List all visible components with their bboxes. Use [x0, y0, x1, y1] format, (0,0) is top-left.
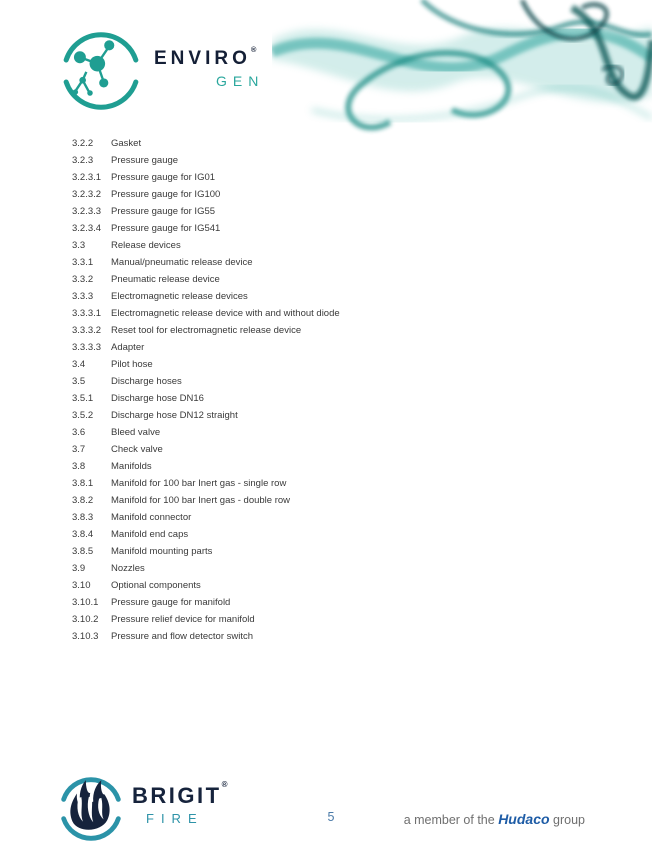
toc-entry-label: Check valve — [111, 444, 163, 455]
page-number: 5 — [327, 810, 335, 824]
toc-entry[interactable] — [72, 189, 592, 206]
hudaco-brand: Hudaco — [498, 811, 550, 827]
toc-entry[interactable] — [72, 495, 592, 512]
brand-name-text: ENVIRO — [154, 48, 251, 69]
toc-entry[interactable] — [72, 580, 592, 597]
toc-entry[interactable] — [72, 546, 592, 563]
toc-entry[interactable] — [72, 376, 592, 393]
toc-entry[interactable] — [72, 597, 592, 614]
toc-entry-label: Manifold for 100 bar Inert gas - single row — [111, 478, 287, 489]
toc-entry[interactable] — [72, 444, 592, 461]
toc-entry-number: 3.7 — [72, 444, 86, 455]
toc-entry-number: 3.9 — [72, 563, 86, 574]
toc-entry-label: Pressure gauge for manifold — [111, 597, 231, 608]
footer-brand-subname: FIRE — [146, 811, 204, 826]
toc-entry[interactable] — [72, 172, 592, 189]
toc-entry[interactable] — [72, 563, 592, 580]
toc-entry[interactable] — [72, 359, 592, 376]
flame-icon — [54, 775, 128, 843]
toc-entry-label: Pressure gauge for IG01 — [111, 172, 216, 183]
toc-entry-number: 3.2.3.2 — [72, 189, 102, 200]
toc-entry[interactable] — [72, 614, 592, 631]
toc-entry-number: 3.2.2 — [72, 138, 94, 149]
molecule-icon — [54, 27, 148, 115]
toc-entry-label: Manifold end caps — [111, 529, 189, 540]
smoke-decoration-icon — [272, 0, 652, 145]
brand-subname: GEN — [216, 73, 265, 89]
toc-entry-label: Nozzles — [111, 563, 145, 574]
toc-entry-number: 3.5.2 — [72, 410, 94, 421]
toc-entry-number: 3.5.1 — [72, 393, 94, 404]
brigit-fire-logo — [54, 775, 227, 843]
toc-entry-label: Discharge hoses — [111, 376, 182, 387]
toc-entry[interactable] — [72, 410, 592, 427]
toc-entry-label: Manual/pneumatic release device — [111, 257, 253, 268]
toc-entry-number: 3.3.3 — [72, 291, 94, 302]
toc-entry-number: 3.8.1 — [72, 478, 94, 489]
toc-entry[interactable] — [72, 325, 592, 342]
toc-entry-label: Pneumatic release device — [111, 274, 220, 285]
toc-entry-number: 3.3.3.2 — [72, 325, 102, 336]
toc-entry-number: 3.8.5 — [72, 546, 94, 557]
toc-entry-label: Manifold for 100 bar Inert gas - double row — [111, 495, 291, 506]
footer-registered-mark: ® — [221, 780, 228, 789]
toc-entry[interactable] — [72, 155, 592, 172]
toc-list — [72, 138, 592, 648]
toc-entry-label: Electromagnetic release devices — [111, 291, 248, 302]
toc-entry-number: 3.8.3 — [72, 512, 94, 523]
toc-entry-number: 3.5 — [72, 376, 86, 387]
brand-name — [154, 45, 264, 69]
toc-entry-number: 3.3.2 — [72, 274, 94, 285]
toc-entry-number: 3.8.2 — [72, 495, 94, 506]
toc-entry[interactable] — [72, 240, 592, 257]
footer-brand-name — [132, 780, 228, 808]
toc-entry[interactable] — [72, 342, 592, 359]
toc-entry-label: Pilot hose — [111, 359, 153, 370]
toc-entry-label: Pressure and flow detector switch — [111, 631, 254, 642]
toc-entry-number: 3.6 — [72, 427, 86, 438]
registered-mark: ® — [250, 45, 257, 54]
membership-prefix: a member of the — [403, 813, 495, 827]
toc-entry[interactable] — [72, 291, 592, 308]
toc-entry-label: Electromagnetic release device with and without diode — [111, 308, 340, 319]
toc-entry-label: Pressure relief device for manifold — [111, 614, 255, 625]
toc-entry-label: Manifold connector — [111, 512, 192, 523]
toc-entry[interactable] — [72, 529, 592, 546]
toc-entry-number: 3.10.1 — [72, 597, 99, 608]
toc-entry-label: Adapter — [111, 342, 145, 353]
toc-entry[interactable] — [72, 308, 592, 325]
envirogen-logo — [54, 27, 264, 115]
toc-entry-number: 3.2.3.1 — [72, 172, 102, 183]
toc-entry[interactable] — [72, 427, 592, 444]
toc-entry-number: 3.8.4 — [72, 529, 94, 540]
toc-entry-label: Gasket — [111, 138, 142, 149]
toc-entry-number: 3.4 — [72, 359, 86, 370]
toc-entry[interactable] — [72, 512, 592, 529]
toc-entry-label: Optional components — [111, 580, 201, 591]
toc-entry[interactable] — [72, 223, 592, 240]
toc-entry-number: 3.10.2 — [72, 614, 99, 625]
membership-line — [404, 811, 585, 827]
toc-entry[interactable] — [72, 257, 592, 274]
toc-entry-number: 3.3.3.3 — [72, 342, 102, 353]
toc-entry-number: 3.10.3 — [72, 631, 99, 642]
toc-entry-label: Pressure gauge for IG100 — [111, 189, 221, 200]
footer-brand-name-text: BRIGIT — [132, 783, 222, 808]
toc-entry-label: Bleed valve — [111, 427, 161, 438]
toc-entry-number: 3.2.3.3 — [72, 206, 102, 217]
toc-entry-label: Pressure gauge for IG55 — [111, 206, 216, 217]
toc-entry[interactable] — [72, 461, 592, 478]
toc-entry[interactable] — [72, 478, 592, 495]
toc-entry-number: 3.10 — [72, 580, 91, 591]
toc-entry-number: 3.2.3 — [72, 155, 94, 166]
membership-suffix: group — [553, 813, 585, 827]
toc-entry[interactable] — [72, 274, 592, 291]
toc-entry-number: 3.3.3.1 — [72, 308, 102, 319]
toc-entry-label: Release devices — [111, 240, 181, 251]
toc-entry-label: Pressure gauge for IG541 — [111, 223, 221, 234]
toc-entry-label: Manifolds — [111, 461, 152, 472]
toc-entry[interactable] — [72, 393, 592, 410]
toc-entry[interactable] — [72, 206, 592, 223]
toc-entry-label: Discharge hose DN16 — [111, 393, 204, 404]
toc-entry-label: Pressure gauge — [111, 155, 179, 166]
toc-entry-number: 3.8 — [72, 461, 86, 472]
toc-entry-number: 3.3 — [72, 240, 86, 251]
toc-entry-label: Manifold mounting parts — [111, 546, 213, 557]
toc-entry[interactable] — [72, 138, 592, 155]
toc-entry[interactable] — [72, 631, 592, 648]
toc-entry-number: 3.2.3.4 — [72, 223, 102, 234]
toc-entry-label: Discharge hose DN12 straight — [111, 410, 238, 421]
toc-entry-label: Reset tool for electromagnetic release device — [111, 325, 302, 336]
toc-entry-number: 3.3.1 — [72, 257, 94, 268]
